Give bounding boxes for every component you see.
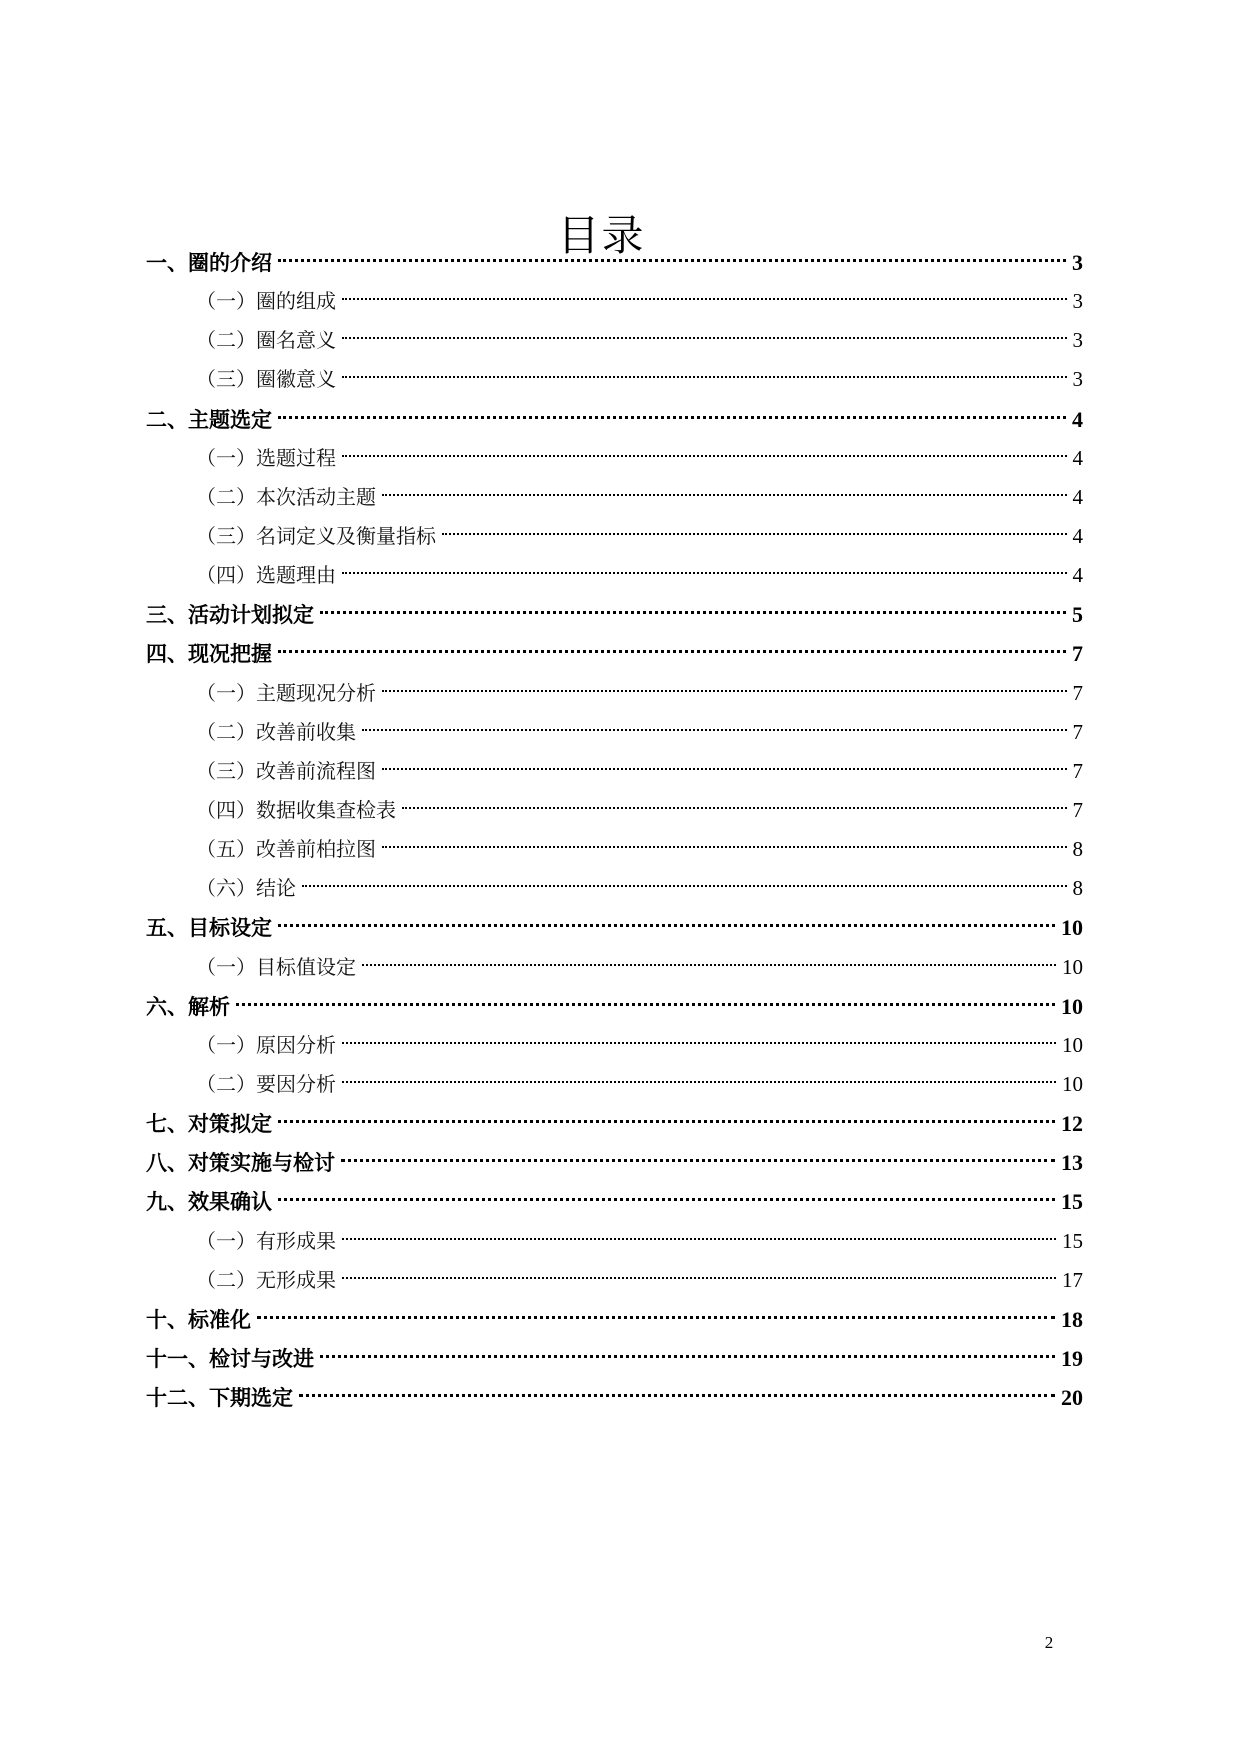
toc-subsection-entry[interactable]: [146, 556, 1083, 595]
toc-entry-page-number: 10: [1061, 993, 1083, 1019]
toc-subsection-entry[interactable]: [146, 869, 1083, 908]
toc-section-entry[interactable]: [146, 1143, 1083, 1182]
toc-subsection-entry[interactable]: [146, 517, 1083, 556]
toc-subsection-entry[interactable]: [146, 674, 1083, 713]
toc-entry-label: 十一、检讨与改进: [146, 1346, 314, 1371]
toc-dot-leader: [342, 298, 1067, 300]
toc-dot-leader: [320, 1355, 1055, 1358]
toc-subsection-entry[interactable]: [146, 360, 1083, 399]
toc-dot-leader: [278, 1120, 1055, 1123]
toc-dot-leader: [382, 768, 1067, 770]
toc-entry-page-number: 10: [1062, 954, 1083, 979]
toc-entry-page-number: 15: [1062, 1228, 1083, 1253]
toc-entry-page-number: 12: [1061, 1111, 1083, 1137]
toc-subsection-entry[interactable]: [146, 1261, 1083, 1300]
toc-dot-leader: [299, 1394, 1055, 1397]
toc-dot-leader: [402, 807, 1067, 809]
toc-entry-page-number: 4: [1072, 445, 1083, 470]
toc-dot-leader: [236, 1003, 1055, 1006]
page-number: 2: [1044, 1633, 1054, 1652]
toc-dot-leader: [341, 1159, 1055, 1162]
toc-dot-leader: [257, 1316, 1055, 1319]
toc-dot-leader: [278, 259, 1066, 262]
toc-entry-page-number: 19: [1061, 1345, 1083, 1371]
toc-entry-label: （五）改善前柏拉图: [196, 837, 376, 862]
toc-dot-leader: [302, 885, 1067, 887]
toc-section-entry[interactable]: [146, 1378, 1083, 1417]
table-of-contents: [146, 243, 1083, 1417]
toc-section-entry[interactable]: [146, 1182, 1083, 1221]
toc-dot-leader: [382, 494, 1067, 496]
toc-dot-leader: [342, 1042, 1056, 1044]
toc-entry-label: （一）原因分析: [196, 1032, 336, 1057]
toc-entry-page-number: 3: [1072, 250, 1083, 275]
toc-section-entry[interactable]: [146, 987, 1083, 1026]
toc-entry-label: （二）无形成果: [196, 1267, 336, 1292]
page-title: 目录: [557, 211, 646, 261]
toc-entry-label: （六）结论: [196, 876, 296, 901]
toc-section-entry[interactable]: [146, 1339, 1083, 1378]
toc-entry-label: （四）选题理由: [196, 563, 336, 588]
toc-dot-leader: [342, 1081, 1056, 1083]
toc-subsection-entry[interactable]: [146, 830, 1083, 869]
toc-section-entry[interactable]: [146, 634, 1083, 673]
toc-dot-leader: [278, 650, 1066, 653]
toc-entry-page-number: 15: [1061, 1189, 1083, 1215]
toc-entry-page-number: 7: [1072, 719, 1083, 744]
toc-dot-leader: [362, 964, 1056, 966]
toc-entry-page-number: 3: [1072, 289, 1083, 314]
toc-dot-leader: [342, 1238, 1056, 1240]
toc-section-entry[interactable]: [146, 595, 1083, 634]
toc-entry-page-number: 4: [1072, 406, 1083, 432]
toc-entry-page-number: 13: [1061, 1150, 1083, 1176]
toc-subsection-entry[interactable]: [146, 282, 1083, 321]
toc-entry-page-number: 18: [1061, 1306, 1083, 1332]
toc-entry-page-number: 5: [1072, 602, 1083, 628]
toc-entry-page-number: 10: [1062, 1032, 1083, 1057]
toc-section-entry[interactable]: [146, 1300, 1083, 1339]
toc-subsection-entry[interactable]: [146, 1065, 1083, 1104]
toc-entry-label: 七、对策拟定: [146, 1112, 272, 1137]
toc-subsection-entry[interactable]: [146, 1026, 1083, 1065]
toc-dot-leader: [342, 1277, 1056, 1279]
toc-dot-leader: [342, 337, 1067, 339]
toc-subsection-entry[interactable]: [146, 713, 1083, 752]
toc-section-entry[interactable]: [146, 400, 1083, 439]
toc-section-entry[interactable]: [146, 908, 1083, 947]
toc-entry-page-number: 10: [1061, 915, 1083, 941]
toc-subsection-entry[interactable]: [146, 948, 1083, 987]
toc-entry-page-number: 17: [1062, 1267, 1083, 1292]
toc-entry-page-number: 8: [1072, 876, 1083, 901]
toc-entry-label: （一）圈的组成: [196, 289, 336, 314]
toc-dot-leader: [278, 416, 1066, 419]
toc-entry-page-number: 7: [1072, 758, 1083, 783]
toc-entry-label: 十、标准化: [146, 1307, 251, 1332]
toc-dot-leader: [278, 1198, 1055, 1201]
toc-entry-label: （二）改善前收集: [196, 719, 356, 744]
toc-entry-label: （二）圈名意义: [196, 328, 336, 353]
toc-entry-label: （三）名词定义及衡量指标: [196, 523, 436, 548]
toc-dot-leader: [362, 729, 1067, 731]
toc-subsection-entry[interactable]: [146, 478, 1083, 517]
toc-subsection-entry[interactable]: [146, 1222, 1083, 1261]
toc-entry-label: （三）圈徽意义: [196, 367, 336, 392]
toc-dot-leader: [382, 846, 1067, 848]
toc-entry-label: （二）要因分析: [196, 1071, 336, 1096]
toc-entry-label: 五、目标设定: [146, 916, 272, 941]
toc-subsection-entry[interactable]: [146, 321, 1083, 360]
toc-entry-page-number: 4: [1072, 484, 1083, 509]
toc-dot-leader: [342, 572, 1067, 574]
toc-entry-page-number: 4: [1072, 563, 1083, 588]
toc-dot-leader: [442, 533, 1067, 535]
toc-entry-page-number: 7: [1072, 797, 1083, 822]
toc-entry-page-number: 10: [1062, 1071, 1083, 1096]
toc-entry-label: （一）目标值设定: [196, 954, 356, 979]
toc-entry-label: 二、主题选定: [146, 407, 272, 432]
toc-entry-label: 九、效果确认: [146, 1190, 272, 1215]
toc-entry-label: （一）选题过程: [196, 445, 336, 470]
toc-entry-label: 三、活动计划拟定: [146, 603, 314, 628]
toc-dot-leader: [342, 376, 1067, 378]
toc-subsection-entry[interactable]: [146, 439, 1083, 478]
toc-entry-label: 十二、下期选定: [146, 1386, 293, 1411]
toc-entry-page-number: 7: [1072, 641, 1083, 667]
toc-entry-page-number: 8: [1072, 837, 1083, 862]
toc-entry-label: （三）改善前流程图: [196, 758, 376, 783]
toc-dot-leader: [278, 924, 1055, 927]
toc-entry-label: （一）主题现况分析: [196, 680, 376, 705]
toc-entry-label: 一、圈的介绍: [146, 251, 272, 275]
toc-subsection-entry[interactable]: [146, 752, 1083, 791]
toc-entry-label: 四、现况把握: [146, 642, 272, 667]
toc-section-entry[interactable]: [146, 243, 1083, 282]
toc-entry-page-number: 7: [1072, 680, 1083, 705]
toc-entry-page-number: 4: [1072, 523, 1083, 548]
toc-dot-leader: [320, 611, 1066, 614]
toc-entry-label: 六、解析: [146, 994, 230, 1019]
toc-entry-label: （二）本次活动主题: [196, 484, 376, 509]
toc-entry-label: （一）有形成果: [196, 1228, 336, 1253]
toc-entry-page-number: 3: [1072, 367, 1083, 392]
toc-entry-page-number: 3: [1072, 328, 1083, 353]
toc-subsection-entry[interactable]: [146, 791, 1083, 830]
toc-entry-label: （四）数据收集查检表: [196, 797, 396, 822]
toc-dot-leader: [382, 690, 1067, 692]
toc-entry-page-number: 20: [1061, 1385, 1083, 1411]
toc-dot-leader: [342, 455, 1067, 457]
toc-entry-label: 八、对策实施与检讨: [146, 1151, 335, 1176]
toc-section-entry[interactable]: [146, 1104, 1083, 1143]
